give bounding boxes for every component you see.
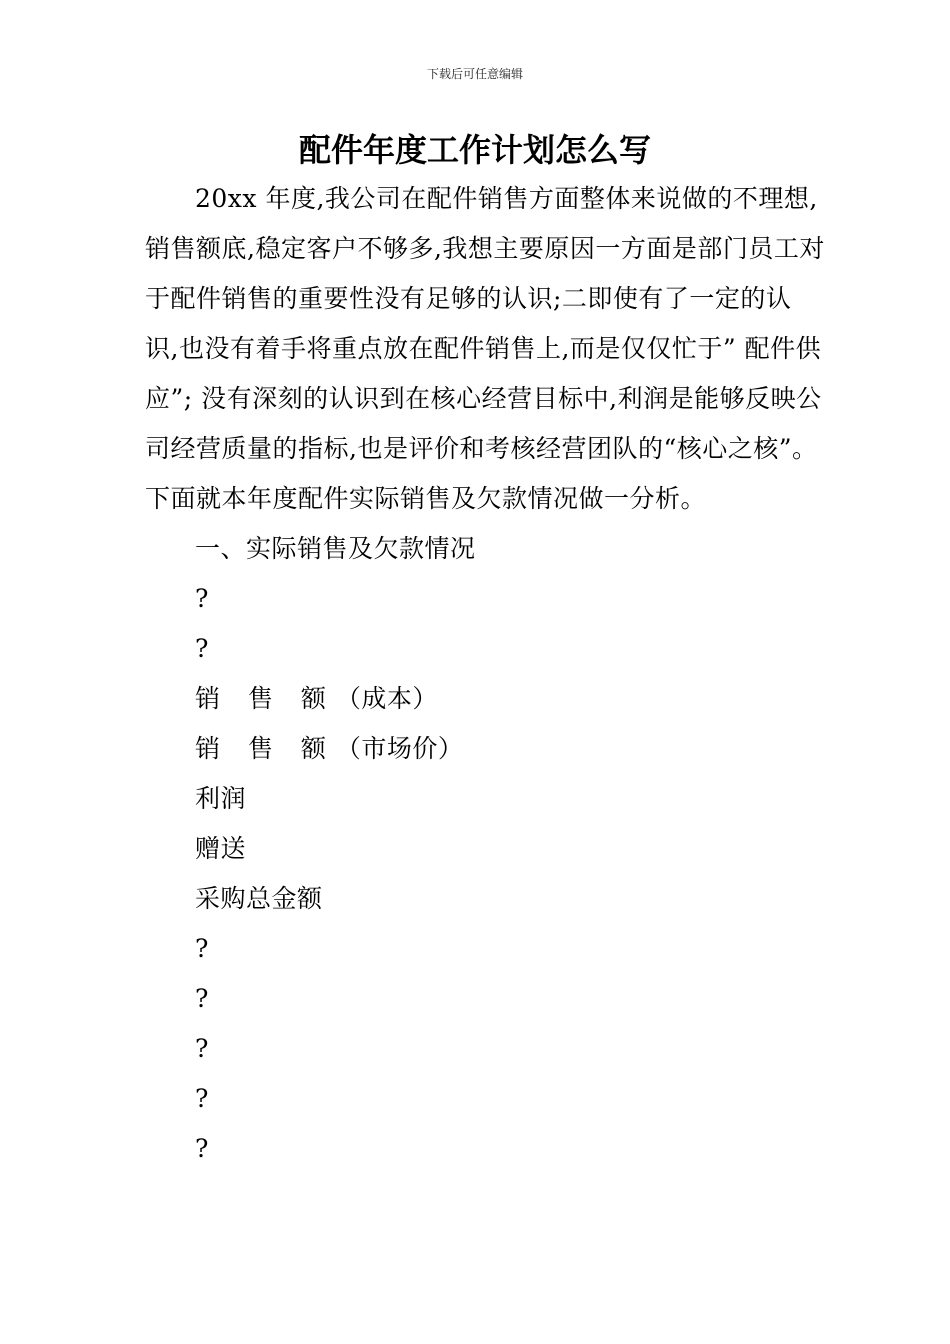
header-note: 下载后可任意编辑 [426,67,523,81]
item-sales-market [145,724,825,774]
placeholder-mark: ? [195,934,209,963]
placeholder-mark: ? [195,984,209,1013]
item-sales-market-label: 销 售 额 [195,734,336,763]
section-heading: 一、实际销售及欠款情况 [195,534,476,563]
item-sales-cost [145,674,825,724]
placeholder-mark: ? [195,584,209,613]
document-body [145,174,825,1174]
intro-paragraph: 20xx 年度,我公司在配件销售方面整体来说做的不理想,销售额底,稳定客户不够多,我想主要原因一方面是部门员工对于配件销售的重要性没有足够的认识;二即使有了一定的认识,也没有着手将重点放在配件销售上,而是仅仅忙于” 配件供应”; 没有深刻的认识到在核心经营目标中,利润是能够反映公司经营质量的指标,也是评价和考核经营团队的“核心之核”。下面就本年度配件实际销售及欠款情况做一分析。 [145,184,825,513]
placeholder-mark: ? [195,1084,209,1113]
item-purchase-total: 采购总金额 [195,884,323,913]
item-profit: 利润 [195,784,247,813]
item-gift: 赠送 [195,834,247,863]
item-sales-cost-suffix: （成本） [335,684,438,713]
placeholder-mark: ? [195,1134,209,1163]
placeholder-mark: ? [195,1034,209,1063]
item-sales-cost-label: 销 售 额 [195,684,336,713]
document-title: 配件年度工作计划怎么写 [298,131,651,169]
item-sales-market-suffix: （市场价） [335,734,464,763]
placeholder-mark: ? [195,634,209,663]
